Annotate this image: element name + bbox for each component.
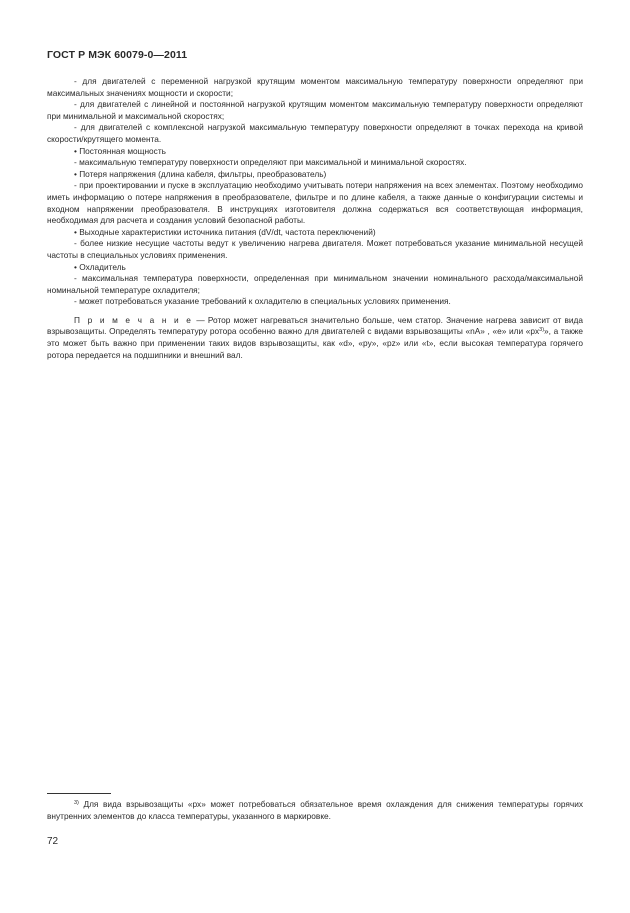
paragraph: - при проектировании и пуске в эксплуатацию необходимо учитывать потери напряжения на всех элементах. Поэтому необходимо иметь информацию о потере напряжения в преобразователе, фильтре и по длине кабеля, а также данные о конфигурации системы и входном напряжении преобразователя. В инструкциях изготовителя должна содержаться вся соответствующая информация, необходимая для расчета и создания условий безопасной работы.	[47, 180, 583, 226]
paragraph: - максимальную температуру поверхности определяют при максимальной и минимальной скоростях.	[74, 157, 467, 168]
note-text-a: — Ротор может нагреваться значительно больше, чем статор. Значение нагрева зависит от вида взрывозащиты. Определять температуру ротора особенно важно для двигателей с видами взрывозащиты «nA» , «e» или «px	[47, 314, 583, 337]
footnote-marker: 3)	[74, 800, 79, 806]
paragraph: - для двигателей с переменной нагрузкой крутящим моментом максимальную температуру поверхности определяют при максимальных значениях мощности и скорости;	[47, 76, 583, 98]
note-label: П р и м е ч а н и е	[74, 314, 194, 325]
note-text-b: », а также это может быть важно при применении таких видов взрывозащиты, как «d», «py», «pz» или «t», если высокая температура горячего ротора передается на подшипники и внешний вал.	[47, 326, 584, 360]
document-body	[47, 76, 583, 361]
bullet-heading: • Потеря напряжения (длина кабеля, фильтры, преобразователь)	[74, 168, 327, 179]
paragraph: - может потребоваться указание требований к охладителю в специальных условиях применения.	[74, 296, 451, 307]
footnote-ref: 3)	[539, 327, 545, 334]
footnote	[47, 798, 583, 822]
footnote-divider	[47, 793, 111, 794]
document-header: ГОСТ Р МЭК 60079-0—2011	[47, 49, 188, 61]
note-paragraph	[47, 315, 583, 361]
bullet-heading: • Постоянная мощность	[74, 145, 166, 156]
footnote-text: Для вида взрывозащиты «px» может потребоваться обязательное время охлаждения для снижения температуры горячих внутренних элементов до класса температуры, указанного в маркировке.	[47, 799, 583, 821]
paragraph: - для двигателей с линейной и постоянной нагрузкой крутящим моментом максимальную температуру поверхности определяют при минимальной и максимальной скоростях;	[47, 99, 583, 121]
paragraph: - более низкие несущие частоты ведут к увеличению нагрева двигателя. Может потребоваться указание минимальной несущей частоты в специальных условиях применения.	[47, 238, 583, 260]
page-number: 72	[47, 836, 59, 847]
paragraph: - для двигателей с комплексной нагрузкой максимальную температуру поверхности определяют в точках перехода на кривой скорости/крутящего момента.	[47, 122, 583, 144]
bullet-heading: • Выходные характеристики источника питания (dV/dt, частота переключений)	[74, 226, 376, 237]
paragraph: - максимальная температура поверхности, определенная при минимальном значении номинального расхода/максимальной номинальной температуре охладителя;	[47, 273, 583, 295]
bullet-heading: • Охладитель	[74, 261, 126, 272]
